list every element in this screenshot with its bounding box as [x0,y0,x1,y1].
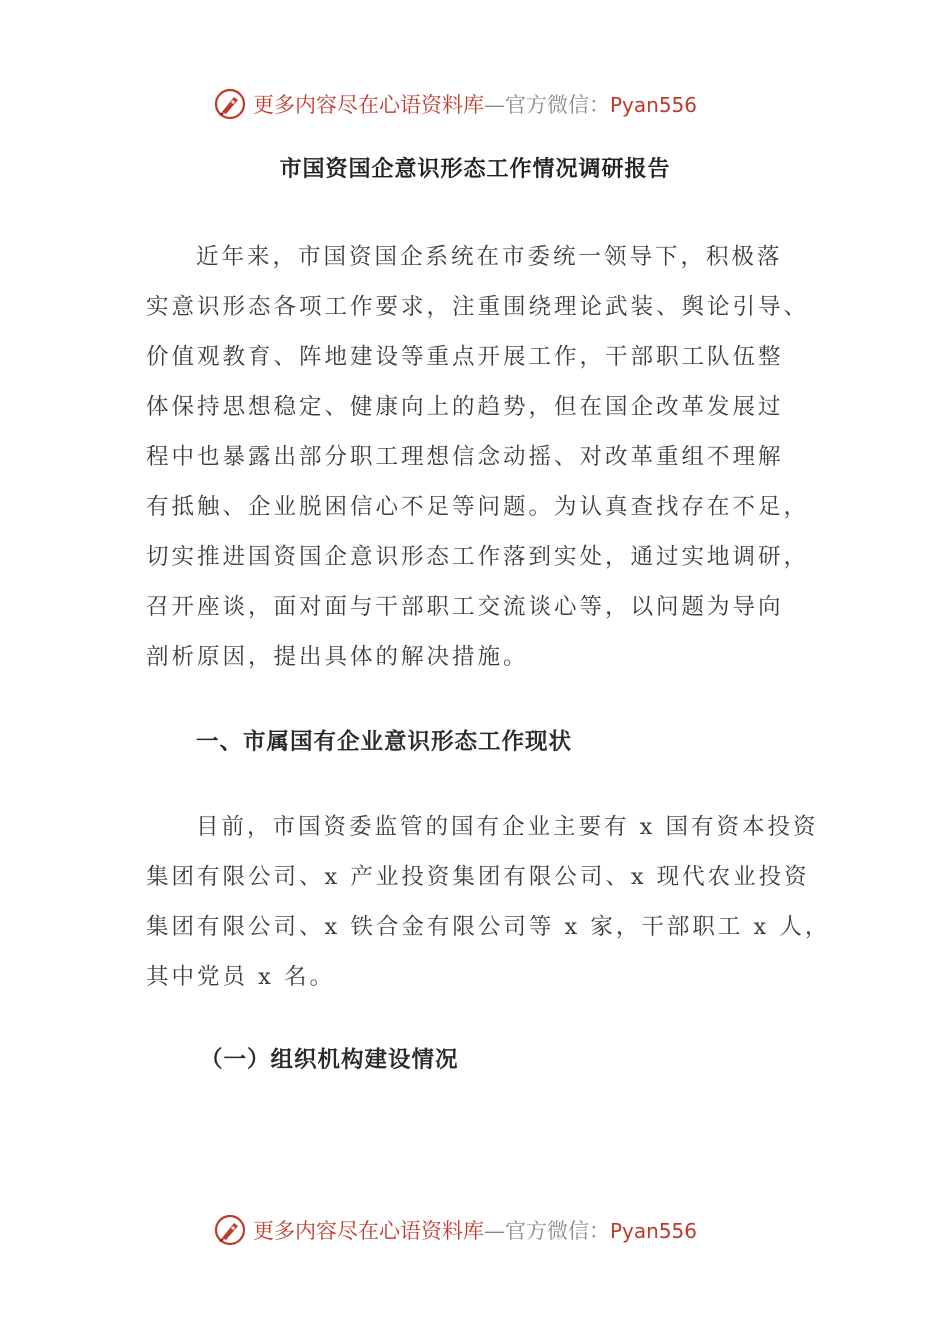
paragraph-line: 剖析原因，提出具体的解决措施。 [146,644,529,670]
watermark-separator: — [483,93,505,117]
watermark-brand: 更多内容尽在心语资料库 [252,1219,484,1243]
paragraph-line: 有抵触、企业脱困信心不足等问题。为认真查找存在不足， [146,494,810,520]
watermark-id: Pyan556 [609,1219,697,1243]
watermark-label: 官方微信： [504,1219,610,1243]
watermark-id: Pyan556 [609,93,697,117]
pen-nib-logo-icon [213,1213,247,1247]
watermark-footer [0,1210,950,1250]
section-heading: 一、市属国有企业意识形态工作现状 [196,729,573,755]
paragraph-line: 切实推进国资国企意识形态工作落到实处，通过实地调研， [146,544,810,570]
watermark-separator: — [483,1219,505,1243]
section1-paragraph [146,802,831,1002]
paragraph-line: 程中也暴露出部分职工理想信念动摇、对改革重组不理解 [146,444,784,470]
paragraph-line: 其中党员 x 名。 [146,964,335,990]
watermark-header [0,84,950,124]
subsection-heading: （一）组织机构建设情况 [200,1047,459,1073]
watermark-brand: 更多内容尽在心语资料库 [252,93,484,117]
paragraph-line: 实意识形态各项工作要求，注重围绕理论武装、舆论引导、 [146,294,810,320]
paragraph-line: 价值观教育、阵地建设等重点开展工作，干部职工队伍整 [146,344,784,370]
paragraph-line: 集团有限公司、x 铁合金有限公司等 x 家，干部职工 x 人， [146,914,831,940]
paragraph-line: 召开座谈，面对面与干部职工交流谈心等，以问题为导向 [146,594,784,620]
watermark-label: 官方微信： [504,93,610,117]
paragraph-line: 体保持思想稳定、健康向上的趋势，但在国企改革发展过 [146,394,784,420]
paragraph-line: 目前，市国资委监管的国有企业主要有 x 国有资本投资 [196,814,819,840]
intro-paragraph [146,232,810,682]
document-title: 市国资国企意识形态工作情况调研报告 [279,157,671,182]
paragraph-line: 集团有限公司、x 产业投资集团有限公司、x 现代农业投资 [146,864,810,890]
pen-nib-logo-icon [213,87,247,121]
paragraph-line: 近年来，市国资国企系统在市委统一领导下，积极落 [196,244,783,270]
